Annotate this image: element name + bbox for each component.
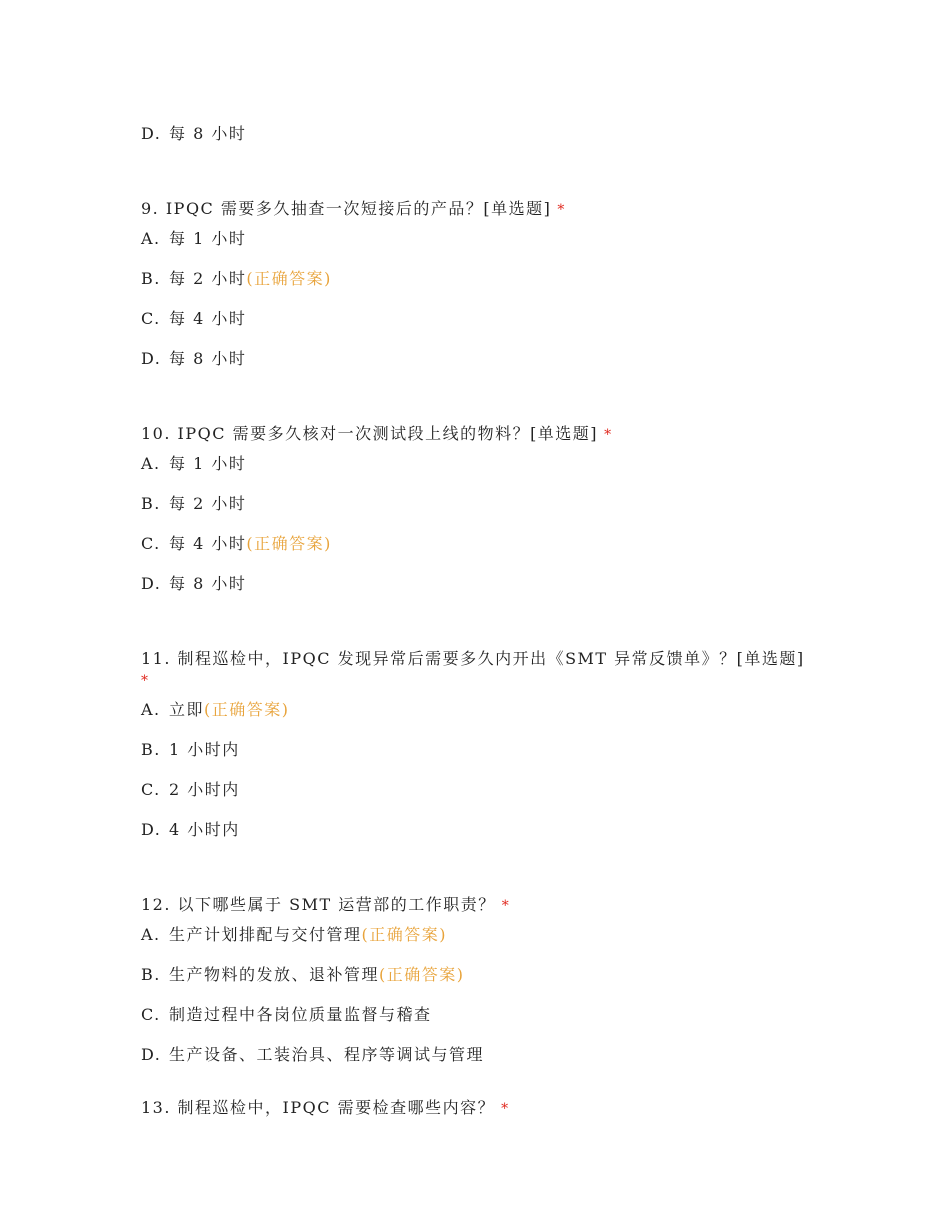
q11-option-c (141, 780, 240, 800)
option-text: 生产设备、工装治具、程序等调试与管理 (169, 1045, 485, 1064)
question-title: 11. 制程巡检中，IPQC 发现异常后需要多久内开出《SMT 异常反馈单》？[单选题] (141, 649, 805, 668)
option-letter: D. (141, 349, 162, 368)
q12-title-row (141, 895, 510, 916)
q10-option-d (141, 574, 246, 594)
q9-title-row (141, 199, 566, 220)
q12-option-c (141, 1005, 432, 1025)
required-star: * (501, 898, 511, 914)
option-letter: B. (141, 740, 161, 759)
option-text: 生产计划排配与交付管理 (169, 925, 362, 944)
required-star: * (557, 202, 566, 218)
q11-option-d (141, 820, 240, 840)
option-letter: D. (141, 820, 162, 839)
q10-option-c (141, 534, 332, 554)
q9-option-c (141, 309, 246, 329)
option-letter: B. (141, 269, 161, 288)
q9-option-d (141, 349, 246, 369)
q12-option-d (141, 1045, 484, 1065)
option-letter: C. (141, 1005, 161, 1024)
q10-option-b (141, 494, 246, 514)
correct-answer-tag: (正确答案) (361, 925, 448, 944)
option-text: 立即 (169, 700, 205, 719)
option-text: 每 8 小时 (169, 574, 247, 593)
q10-title-row (141, 424, 613, 445)
q11-option-b (141, 740, 240, 760)
option-letter: C. (141, 309, 161, 328)
option-text: 每 2 小时 (169, 269, 247, 288)
question-title: 12. 以下哪些属于 SMT 运营部的工作职责？ (141, 895, 496, 914)
option-letter: C. (141, 534, 161, 553)
q9-option-b (141, 269, 332, 289)
option-letter: B. (141, 494, 161, 513)
option-text: 每 8 小时 (169, 124, 247, 143)
option-text: 每 8 小时 (169, 349, 247, 368)
option-letter: A. (141, 925, 161, 944)
option-letter: D. (141, 574, 162, 593)
option-text: 4 小时内 (169, 820, 240, 839)
required-star: * (604, 427, 613, 443)
option-letter: A. (141, 229, 161, 248)
option-letter: A. (141, 700, 161, 719)
option-text: 每 1 小时 (169, 229, 247, 248)
q8-option-d (141, 124, 246, 144)
option-letter: D. (141, 124, 162, 143)
q12-option-b (141, 965, 465, 985)
q12-option-a (141, 925, 447, 945)
question-title: 10. IPQC 需要多久核对一次测试段上线的物料？[单选题] (141, 424, 599, 443)
q9-option-a (141, 229, 246, 249)
q11-title-row (141, 649, 805, 669)
option-letter: A. (141, 454, 161, 473)
q13-title-row (141, 1098, 510, 1119)
q11-option-a (141, 700, 290, 720)
question-title: 13. 制程巡检中，IPQC 需要检查哪些内容？ (141, 1098, 496, 1117)
option-text: 每 4 小时 (169, 309, 247, 328)
option-text: 每 2 小时 (169, 494, 247, 513)
option-text: 每 1 小时 (169, 454, 247, 473)
option-text: 生产物料的发放、退补管理 (169, 965, 380, 984)
required-star: * (501, 1101, 510, 1117)
required-star: * (141, 673, 150, 689)
option-text: 2 小时内 (169, 780, 240, 799)
option-text: 1 小时内 (169, 740, 240, 759)
option-text: 每 4 小时 (169, 534, 247, 553)
correct-answer-tag: (正确答案) (246, 534, 332, 553)
q11-required-row (141, 670, 150, 691)
correct-answer-tag: (正确答案) (204, 700, 290, 719)
correct-answer-tag: (正确答案) (246, 269, 332, 288)
option-text: 制造过程中各岗位质量监督与稽查 (169, 1005, 432, 1024)
question-title: 9. IPQC 需要多久抽查一次短接后的产品？[单选题] (141, 199, 552, 218)
option-letter: B. (141, 965, 161, 984)
correct-answer-tag: (正确答案) (379, 965, 465, 984)
option-letter: C. (141, 780, 161, 799)
option-letter: D. (141, 1045, 162, 1064)
q10-option-a (141, 454, 246, 474)
